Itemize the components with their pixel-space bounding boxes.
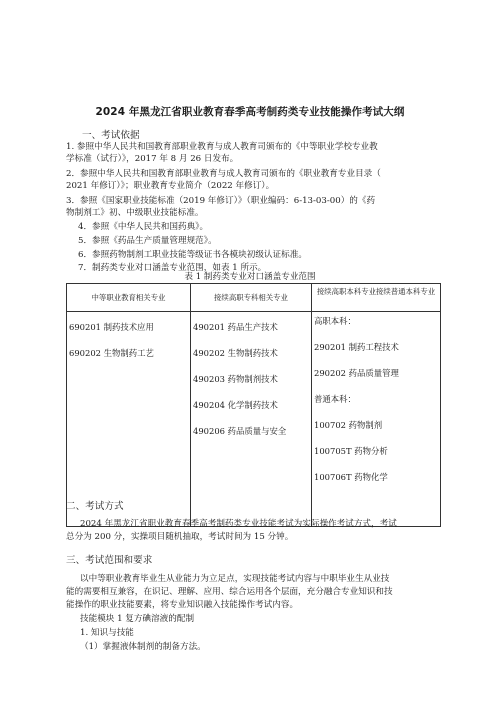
method-paragraph-line-2: 总分为 200 分，实操项目随机抽取，考试时间为 15 分钟。: [66, 532, 294, 542]
basis-item-5: 5．参照《药品生产质量管理规范》。: [78, 236, 217, 246]
scope-paragraph-line-3: 能操作的职业技能要素，将专业知识融入技能操作考试内容。: [66, 600, 299, 610]
list-item: 490206 药品质量与安全: [193, 426, 287, 436]
table-header-associate: 接续高职专科相关专业: [191, 284, 312, 312]
knowledge-skills-heading: 1. 知识与技能: [80, 628, 134, 638]
basis-item-1-line-1: 1. 参照中华人民共和国教育部职业教育与成人教育司颁布的《中等职业学校专业教: [66, 142, 378, 152]
table-header-row: [67, 284, 441, 312]
list-item: 普通本科：: [314, 394, 356, 404]
basis-item-1-line-2: 学标准（试行）》，2017 年 8 月 26 日发布。: [66, 154, 239, 164]
method-paragraph-line-1: 2024 年黑龙江省职业教育春季高考制药类专业技能考试为实际操作考试方式，考试: [80, 519, 397, 529]
list-item: 290201 制药工程技术: [314, 342, 399, 352]
list-item: 490202 生物制药技术: [193, 348, 278, 358]
basis-item-4: 4．参照《中华人民共和国药典》。: [78, 222, 209, 232]
requirement-item-1: （1）掌握液体制剂的制备方法。: [80, 642, 206, 652]
section-heading-scope: 三、考试范围和要求: [66, 555, 153, 566]
scope-paragraph-line-1: 以中等职业教育毕业生从业能力为立足点，实现技能考试内容与中职毕业生从业技: [80, 574, 390, 584]
list-item: 高职本科：: [314, 316, 356, 326]
basis-item-2-line-2: 2021 年修订）》；职业教育专业简介（2022 年修订）。: [66, 181, 275, 191]
basis-item-7: 7．制药类专业对口涵盖专业范围，如表 1 所示。: [78, 263, 267, 273]
basis-item-2-line-1: 2．参照中华人民共和国教育部职业教育与成人教育司颁布的《职业教育专业目录（: [66, 169, 381, 179]
list-item: 490204 化学制药技术: [193, 400, 278, 410]
basis-item-3-line-2: 物制剂工》初、中级职业技能标准。: [66, 208, 204, 218]
table-cell-secondary: [67, 312, 191, 527]
list-item: 100702 药物制剂: [314, 420, 383, 430]
basis-item-3-line-1: 3．参照《国家职业技能标准（2019 年修订）》（职业编码：6-13-03-00）的《药: [66, 196, 376, 206]
basis-item-6: 6．参照药物制剂工职业技能等级证书各模块初级认证标准。: [78, 250, 307, 260]
table-cell-associate: [191, 312, 312, 527]
list-item: 490203 药物制剂技术: [193, 374, 278, 384]
skill-module-title: 技能模块 1 复方碘溶液的配制: [80, 614, 195, 624]
list-item: 290202 药品质量管理: [314, 368, 399, 378]
table-caption: 表 1 制药类专业对口涵盖专业范围: [184, 272, 316, 282]
list-item: 100705T 药物分析: [314, 446, 388, 456]
section-heading-basis: 一、考试依据: [82, 130, 140, 141]
list-item: 690202 生物制药工艺: [69, 348, 154, 358]
table-header-bachelor: 接续高职本科专业接续普通本科专业: [312, 284, 441, 312]
program-mapping-table: [66, 283, 441, 527]
table-header-secondary: 中等职业教育相关专业: [67, 284, 191, 312]
document-title: 2024 年黑龙江省职业教育春季高考制药类专业技能操作考试大纲: [95, 106, 405, 118]
table-cell-bachelor: [312, 312, 441, 527]
list-item: 490201 药品生产技术: [193, 322, 278, 332]
scope-paragraph-line-2: 能的需要相互兼容，在识记、理解、应用、综合运用各个层面，充分融合专业知识和技: [66, 587, 393, 597]
table-row: [67, 312, 441, 527]
list-item: 100706T 药物化学: [314, 472, 388, 482]
section-heading-method: 二、考试方式: [66, 501, 124, 512]
list-item: 690201 制药技术应用: [69, 322, 154, 332]
